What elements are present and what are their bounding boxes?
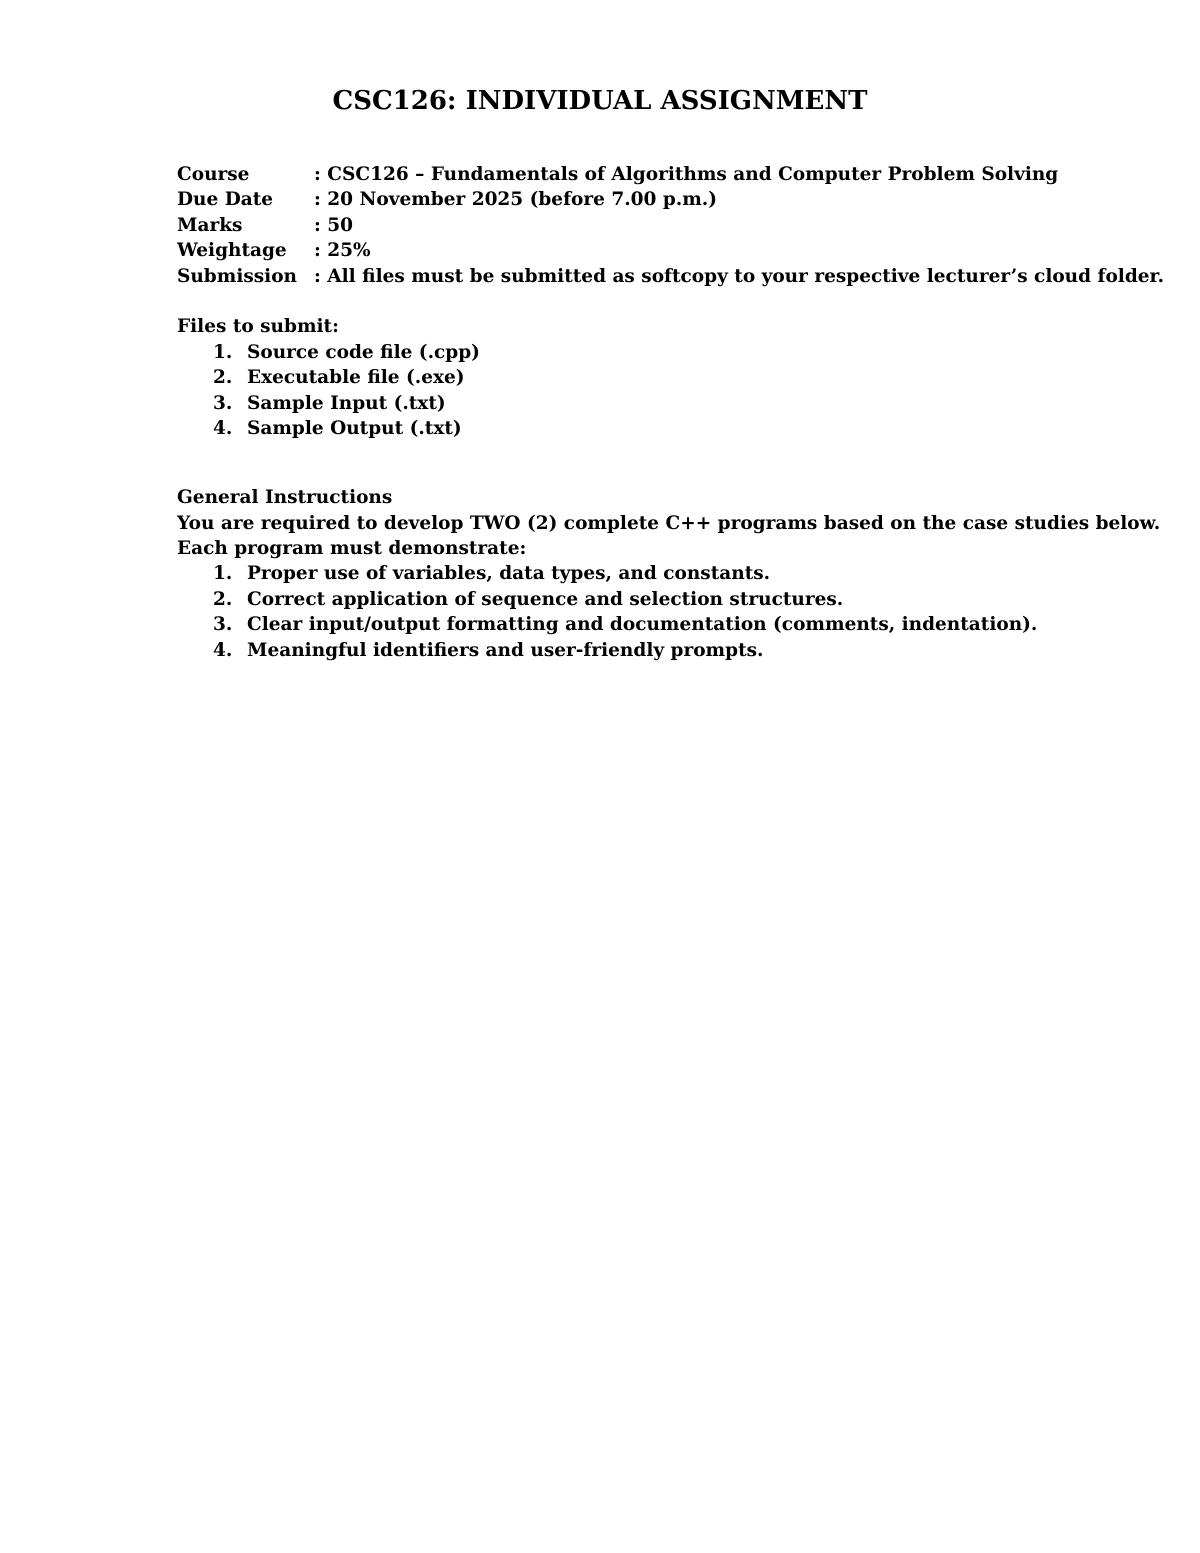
detail-value: : 25% <box>314 240 371 262</box>
detail-label: Due Date <box>177 189 274 211</box>
general-instructions-list <box>177 561 1177 663</box>
detail-value: : 50 <box>314 214 354 236</box>
list-item <box>177 638 1177 663</box>
document-body <box>177 162 1177 663</box>
list-item <box>177 612 1177 637</box>
detail-value: : 20 November 2025 (before 7.00 p.m.) <box>314 189 717 211</box>
list-text: Clear input/output formatting and documentation (comments, indentation). <box>247 614 1038 636</box>
page-title: CSC126: INDIVIDUAL ASSIGNMENT <box>332 86 868 116</box>
list-text: Sample Input (.txt) <box>247 392 446 414</box>
assignment-details <box>177 162 1177 289</box>
detail-label: Course <box>177 164 250 185</box>
list-number: 4. <box>213 639 233 661</box>
detail-label: Weightage <box>177 240 287 262</box>
general-intro-line: You are required to develop TWO (2) complete C++ programs based on the case studies below. <box>177 512 1161 534</box>
list-number: 1. <box>213 563 233 585</box>
detail-row-course <box>177 162 1177 187</box>
list-text: Executable file (.exe) <box>247 367 465 389</box>
detail-row-marks <box>177 213 1177 238</box>
general-instructions-heading: General Instructions <box>177 487 393 509</box>
detail-value: : All files must be submitted as softcopy to your respective lecturer’s cloud folder. <box>314 265 1165 287</box>
list-number: 3. <box>213 614 233 636</box>
list-text: Proper use of variables, data types, and constants. <box>247 563 771 585</box>
detail-row-submission <box>177 264 1177 289</box>
list-number: 2. <box>213 588 233 610</box>
detail-row-due-date <box>177 187 1177 212</box>
files-list <box>177 340 1177 442</box>
list-item <box>177 416 1177 441</box>
list-item <box>177 340 1177 365</box>
list-text: Sample Output (.txt) <box>247 417 462 439</box>
list-text: Source code file (.cpp) <box>247 341 480 363</box>
list-item <box>177 587 1177 612</box>
list-number: 2. <box>213 367 233 389</box>
list-text: Correct application of sequence and selection structures. <box>247 588 844 610</box>
detail-label: Marks <box>177 214 243 236</box>
general-intro-line: Each program must demonstrate: <box>177 538 527 560</box>
list-text: Meaningful identifiers and user-friendly prompts. <box>247 639 764 661</box>
detail-row-weightage <box>177 238 1177 263</box>
list-number: 3. <box>213 392 233 414</box>
list-item <box>177 391 1177 416</box>
detail-label: Submission <box>177 265 297 287</box>
files-heading: Files to submit: <box>177 316 339 338</box>
list-item <box>177 365 1177 390</box>
list-number: 1. <box>213 341 233 363</box>
list-item <box>177 561 1177 586</box>
list-number: 4. <box>213 417 233 439</box>
detail-value: : CSC126 – Fundamentals of Algorithms and Computer Problem Solving <box>314 164 1059 185</box>
